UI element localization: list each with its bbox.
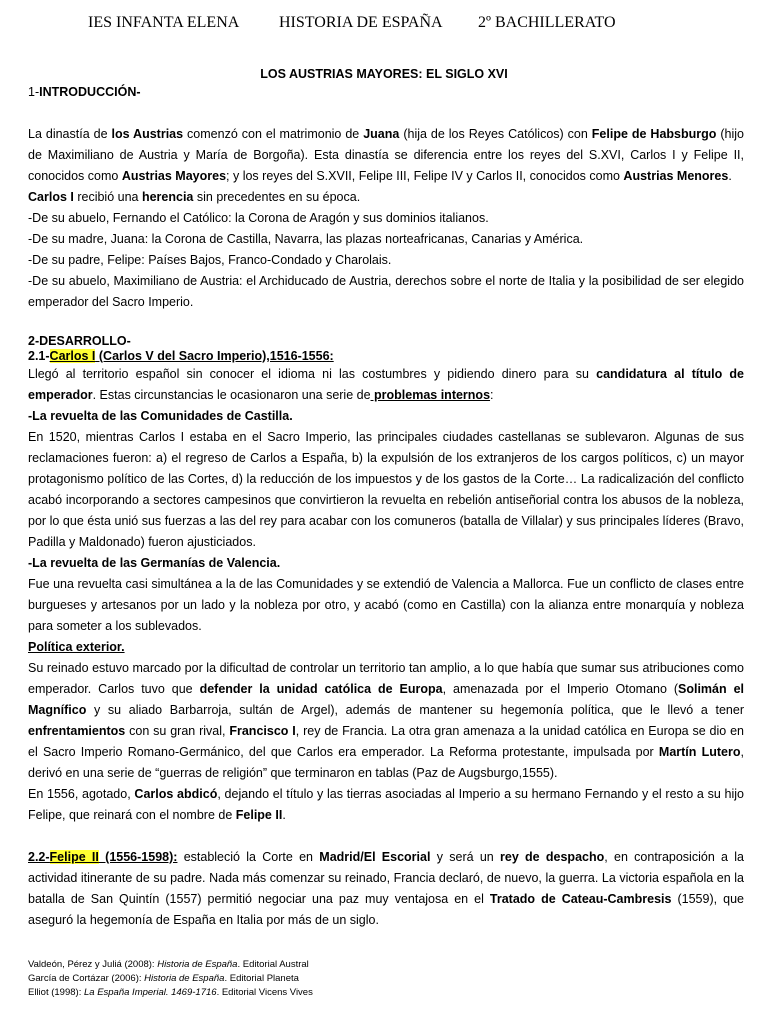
references (28, 958, 313, 1000)
politica-exterior-paragraph: Su reinado estuvo marcado por la dificultad de controlar un territorio tan amplio, a lo que había que sumar sus atribuciones como emperador. Carlos tuvo que defender la unidad católica de Europa, amenazada por el Imperio Otomano (Solimán el Magnífico y su aliado Barbarroja, sultán de Argel), además de mantener su hegemonía política, que le llevó a tener enfrentamientos con su gran rival, Francisco I, rey de Francia. La otra gran amenaza a la unidad católica en Europa se dio en el Sacro Imperio Romano-Germánico, del que Carlos era emperador. La Reforma protestante, impulsada por Martín Lutero, derivó en una serie de “guerras de religión” que terminaron en tablas (Paz de Augsburgo,1555). (28, 661, 745, 780)
germanias-heading: -La revuelta de las Germanías de Valencia. (28, 556, 281, 570)
intro-heading-text: INTRODUCCIÓN- (39, 85, 141, 99)
carlos-highlight: Carlos I (49, 349, 96, 363)
germanias-paragraph: Fue una revuelta casi simultánea a la de las Comunidades y se extendió de Valencia a Mallorca. Fue un conflicto de clases entre burgueses y artesanos por un lado y la nobleza por otro, y acabó (como en Castilla) con la alianza entre monarquía y nobleza para someter a los sublevados. (28, 577, 744, 633)
header-school: IES INFANTA ELENA (88, 14, 240, 31)
politica-exterior-heading: Política exterior. (28, 640, 125, 654)
document-title: LOS AUSTRIAS MAYORES: EL SIGLO XVI (260, 67, 508, 81)
desarrollo-heading: 2-DESARROLLO- (28, 334, 131, 348)
intro-paragraph: La dinastía de los Austrias comenzó con el matrimonio de Juana (hija de los Reyes Católicos) con Felipe de Habsburgo (hijo de Maximiliano de Austria y María de Borgoña). Esta dinastía se diferencia entre los reyes del S.XVI, Carlos I y Felipe II, conocidos como Austrias Mayores; y los reyes del S.XVII, Felipe III, Felipe IV y Carlos II, conocidos como Austrias Menores. (28, 127, 744, 183)
section-2-2-paragraph: 2.2-Felipe II (1556-1598): estableció la Corte en Madrid/El Escorial y será un rey de despacho, en contraposición a la actividad itinerante de su padre. Nada más comenzar su reinado, Francia declaró, de nuevo, la guerra. La victoria española en la batalla de San Quintín (1557) permitió negociar una paz muy ventajosa en el Tratado de Cateau-Cambresis (1559), que aseguró la hegemonía de España en Italia por más de un siglo. (28, 850, 744, 927)
intro-heading-number: 1- (28, 85, 40, 99)
herencia-item: -De su abuelo, Maximiliano de Austria: el Archiducado de Austria, derechos sobre el norte de Italia y la posibilidad de ser elegido emperador del Sacro Imperio. (28, 274, 744, 309)
section-2-1-heading: 2.1-Carlos I (Carlos V del Sacro Imperio),1516-1556: (28, 349, 334, 363)
reference-item: García de Cortázar (2006): Historia de España. Editorial Planeta (28, 973, 299, 984)
reference-item: Valdeón, Pérez y Juliá (2008): Historia de España. Editorial Austral (28, 959, 309, 970)
comunidades-paragraph: En 1520, mientras Carlos I estaba en el Sacro Imperio, las principales ciudades castellanas se sublevaron. Algunas de sus reclamaciones fueron: a) el regreso de Carlos a España, b) la expulsión de los extranjeros de los cargos políticos, c) un mayor protagonismo político de las Cortes, d) la reducción de los impuestos y de los gastos de la Corte… La radicalización del conflicto acabó incorporando a sectores campesinos que convirtieron la revuelta en rebelión antiseñorial contra los abusos de la nobleza, por lo que ésta unió sus fuerzas a las del rey para acabar con los comuneros (batalla de Villalar) y sus principales líderes (Bravo, Padilla y Maldonado) fueron ajusticiados. (28, 430, 744, 549)
felipe-highlight: Felipe II (49, 850, 99, 864)
herencia-paragraph: Carlos I recibió una herencia sin precedentes en su época. (28, 190, 361, 204)
herencia-item: -De su abuelo, Fernando el Católico: la Corona de Aragón y sus dominios italianos. (28, 211, 489, 225)
header-level: 2º BACHILLERATO (478, 14, 616, 31)
reference-item: Elliot (1998): La España Imperial. 1469-1716. Editorial Vicens Vives (28, 987, 313, 998)
document-body (28, 82, 744, 931)
candidatura-paragraph: Llegó al territorio español sin conocer el idioma ni las costumbres y pidiendo dinero para su candidatura al título de emperador. Estas circunstancias le ocasionaron una serie de problemas internos: (28, 367, 744, 402)
herencia-item: -De su madre, Juana: la Corona de Castilla, Navarra, las plazas norteafricanas, Canarias y América. (28, 232, 584, 246)
header-subject: HISTORIA DE ESPAÑA (279, 14, 443, 31)
intro-heading (28, 82, 744, 103)
abdicacion-paragraph: En 1556, agotado, Carlos abdicó, dejando el título y las tierras asociadas al Imperio a su hermano Fernando y el resto a su hijo Felipe, que reinará con el nombre de Felipe II. (28, 787, 744, 822)
herencia-item: -De su padre, Felipe: Países Bajos, Franco-Condado y Charolais. (28, 253, 392, 267)
comunidades-heading: -La revuelta de las Comunidades de Castilla. (28, 409, 293, 423)
